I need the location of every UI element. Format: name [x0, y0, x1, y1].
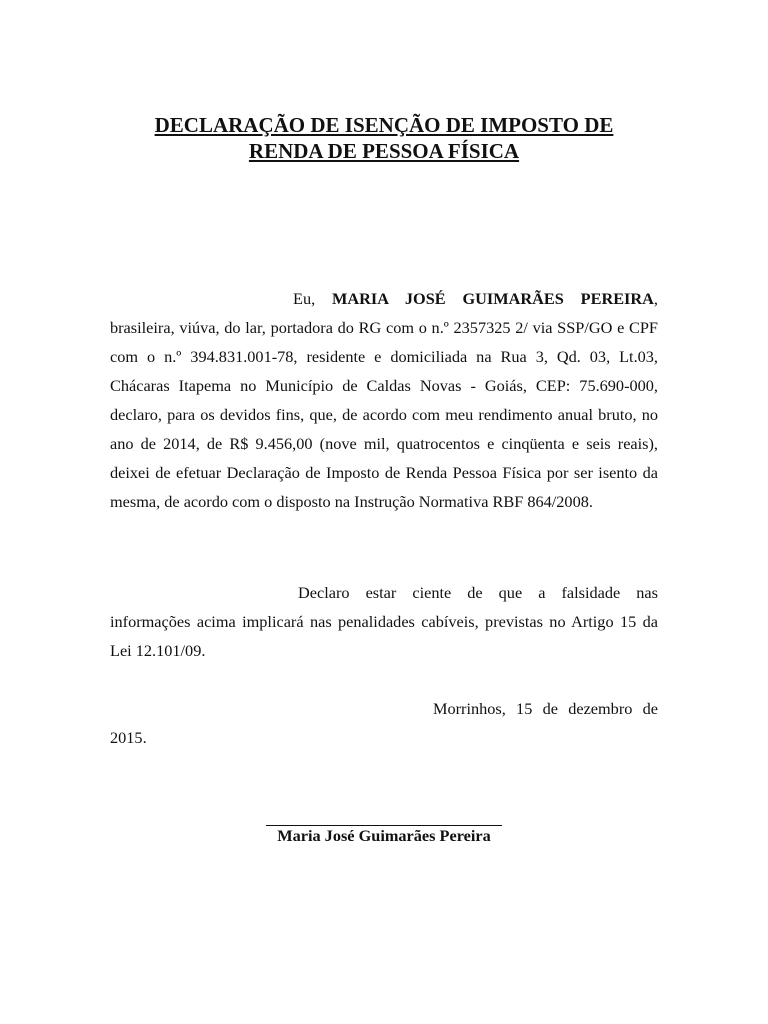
paragraph-body: , brasileira, viúva, do lar, portadora do RG com o n.º 2357325 2/ via SSP/GO e CPF com o n.º 394.831.001-78, residente e domiciliada na Rua 3, Qd. 03, Lt.03, Chácaras Itapema no Município de Caldas Novas - Goiás, CEP: 75.690-000, declaro, para os devidos fins, que, de acordo com meu rendimento anual bruto, no ano de 2014, de R$ 9.456,00 (nove mil, quatrocentos e cinqüenta e seis reais), deixei de efetuar Declaração de Imposto de Renda Pessoa Física por ser isento da mesma, de acordo com o disposto na Instrução Normativa RBF 864/2008.	[110, 289, 658, 511]
document-title	[0, 112, 768, 164]
title-line-2: RENDA DE PESSOA FÍSICA	[248, 139, 520, 163]
declarant-name: MARIA JOSÉ GUIMARÃES PEREIRA	[332, 289, 654, 308]
paragraph-lead: Eu,	[293, 289, 332, 308]
place-date: Morrinhos, 15 de dezembro de 2015.	[110, 699, 658, 747]
signature-name: Maria José Guimarães Pereira	[277, 826, 491, 845]
declaration-paragraph	[110, 284, 658, 516]
title-line-1: DECLARAÇÃO DE ISENÇÃO DE IMPOSTO DE	[154, 113, 614, 137]
awareness-paragraph: Declaro estar ciente de que a falsidade nas informações acima implicará nas penalidades cabíveis, previstas no Artigo 15 da Lei 12.101/09.	[110, 583, 658, 660]
